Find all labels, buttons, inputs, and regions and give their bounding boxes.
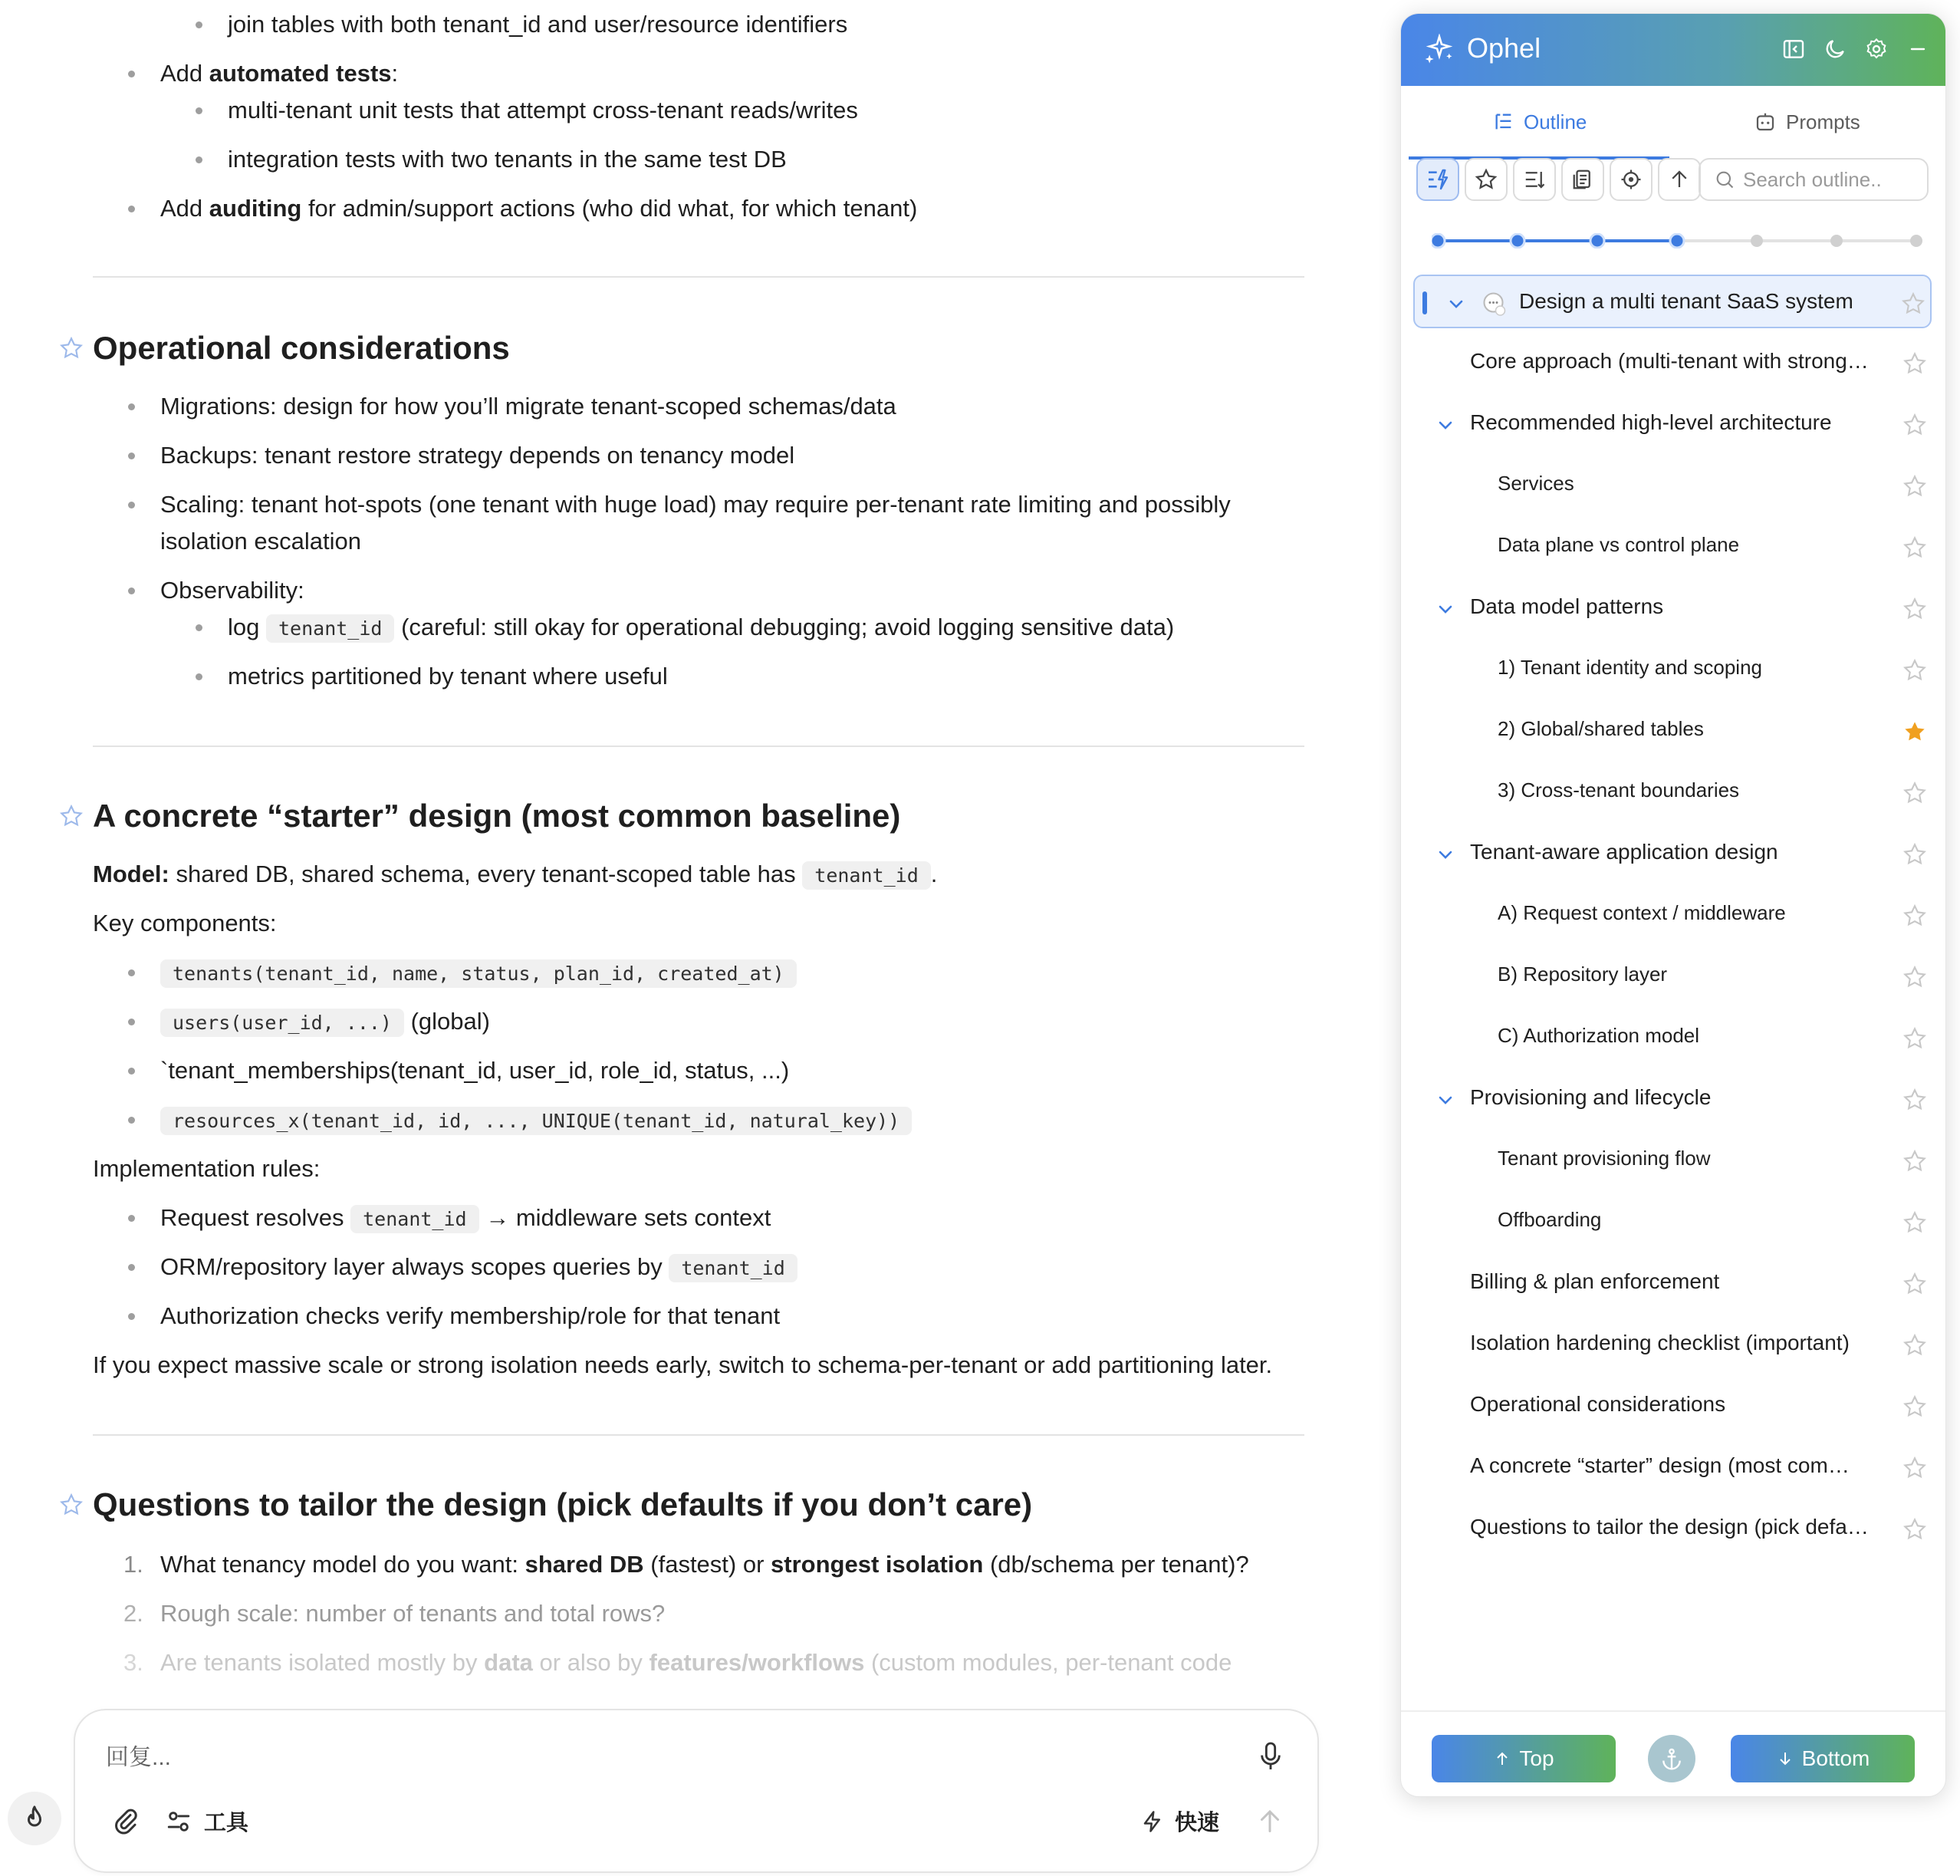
outline-item-text: Recommended high-level architecture: [1470, 410, 1832, 434]
lightning-icon: [1141, 1808, 1164, 1835]
star-icon[interactable]: [1902, 1333, 1927, 1358]
star-icon[interactable]: [1902, 474, 1927, 499]
flame-button[interactable]: [8, 1792, 61, 1845]
list-item: resources_x(tenant_id, id, ..., UNIQUE(tenant_id, natural_key)): [93, 1101, 1311, 1140]
star-icon[interactable]: [1902, 1088, 1927, 1112]
chevron-down-icon[interactable]: [1436, 600, 1455, 618]
arrow-up-icon: [1668, 168, 1691, 191]
paragraph: Model: shared DB, shared schema, every tenant-scoped table has tenant_id .: [93, 856, 1304, 894]
anchor-icon: [1659, 1746, 1684, 1771]
arrow-up-icon: [1493, 1748, 1511, 1769]
section-heading: A concrete “starter” design (most common baseline): [93, 793, 1304, 839]
outline-item[interactable]: [1413, 1256, 1932, 1310]
tab-outline[interactable]: Outline: [1493, 86, 1587, 158]
crosshair-icon: [1620, 168, 1643, 191]
panel-tabs: [1401, 86, 1945, 160]
outline-item-text: 3) Cross-tenant boundaries: [1498, 778, 1740, 801]
list-item: tenants(tenant_id, name, status, plan_id, created_at): [93, 954, 1311, 992]
outline-item[interactable]: [1413, 397, 1932, 451]
star-icon[interactable]: [1902, 1456, 1927, 1480]
star-icon[interactable]: [1902, 781, 1927, 805]
outline-toolbar: [1416, 158, 1701, 204]
active-marker: [1422, 291, 1427, 314]
star-icon[interactable]: [1902, 965, 1927, 989]
outline-item[interactable]: [1413, 581, 1932, 635]
star-icon[interactable]: [1902, 1149, 1927, 1173]
collapse-panel-icon[interactable]: [1781, 37, 1806, 61]
outline-item[interactable]: [1413, 1318, 1932, 1371]
outline-item[interactable]: [1413, 520, 1932, 574]
outline-item[interactable]: [1413, 643, 1932, 696]
divider: [93, 745, 1304, 747]
star-icon[interactable]: [1902, 597, 1927, 621]
star-icon[interactable]: [59, 1493, 84, 1517]
divider: [93, 1434, 1304, 1436]
scroll-top-button[interactable]: [1658, 158, 1701, 201]
outline-item-text: A) Request context / middleware: [1498, 901, 1786, 924]
list-item: 1. What tenancy model do you want: shared DB (fastest) or strongest isolation (db/schema per tenant)?: [123, 1551, 1249, 1578]
star-icon[interactable]: [1901, 291, 1925, 316]
slider-level-2[interactable]: [1511, 234, 1524, 248]
list-item: 3. Are tenants isolated mostly by data or also by features/workflows (custom modules, per-tenant code: [123, 1649, 1232, 1676]
slider-level-4[interactable]: [1670, 234, 1684, 248]
outline-item[interactable]: [1413, 336, 1932, 390]
paperclip-icon[interactable]: [112, 1805, 140, 1836]
outline-item[interactable]: [1413, 459, 1932, 512]
outline-item-text: 2) Global/shared tables: [1498, 717, 1704, 740]
outline-item-selected[interactable]: [1413, 275, 1932, 328]
send-arrow-icon[interactable]: [1256, 1805, 1284, 1836]
outline-item-text: Services: [1498, 472, 1574, 495]
outline-item-text: B) Repository layer: [1498, 963, 1668, 986]
star-icon[interactable]: [1902, 842, 1927, 867]
star-icon[interactable]: [59, 336, 84, 360]
header-actions: [1781, 37, 1930, 61]
arrow-down-icon: [1776, 1748, 1794, 1769]
outline-item-text: Data plane vs control plane: [1498, 533, 1740, 556]
scroll-top-footer-button[interactable]: Top: [1432, 1735, 1616, 1782]
slider-level-3[interactable]: [1590, 234, 1604, 248]
outline-item-text: Operational considerations: [1470, 1392, 1726, 1416]
list-item: Scaling: tenant hot-spots (one tenant with huge load) may require per-tenant rate limiting and possibly isolation escalation: [93, 486, 1326, 560]
outline-item[interactable]: [1413, 1379, 1932, 1433]
list-item: Authorization checks verify membership/role for that tenant: [93, 1298, 1311, 1335]
outline-item[interactable]: [1413, 1072, 1932, 1126]
outline-item-text: Isolation hardening checklist (important): [1470, 1331, 1850, 1354]
chevron-down-icon[interactable]: [1436, 416, 1455, 434]
outline-item[interactable]: [1413, 765, 1932, 819]
star-icon: [1475, 168, 1498, 191]
paragraph: Key components:: [93, 910, 277, 936]
reply-input[interactable]: 回复...: [106, 1745, 172, 1770]
star-icon[interactable]: [1902, 351, 1927, 376]
list-item: Observability:: [93, 572, 1311, 609]
outline-item[interactable]: [1413, 1440, 1932, 1494]
list-item: Backups: tenant restore strategy depends on tenancy model: [93, 437, 1311, 474]
minimize-icon[interactable]: [1906, 37, 1930, 61]
tab-prompts[interactable]: Prompts: [1754, 86, 1860, 158]
list-sort-icon: [1523, 168, 1546, 191]
outline-item-text: Billing & plan enforcement: [1470, 1269, 1720, 1293]
sliders-icon: [166, 1809, 192, 1835]
bookmarks-button[interactable]: [1465, 158, 1508, 201]
document-icon: [1571, 168, 1594, 191]
sort-button[interactable]: [1513, 158, 1556, 201]
list-item: ORM/repository layer always scopes queries by tenant_id: [93, 1249, 1311, 1287]
auto-follow-button[interactable]: [1416, 158, 1459, 201]
outline-item[interactable]: [1413, 827, 1932, 880]
outline-item-text: C) Authorization model: [1498, 1024, 1700, 1047]
fast-mode-button[interactable]: 快速: [1141, 1805, 1219, 1837]
chevron-down-icon[interactable]: [1436, 845, 1455, 864]
star-icon[interactable]: [59, 804, 84, 828]
list-item: join tables with both tenant_id and user/resource identifiers: [93, 6, 1373, 43]
search-icon: [1714, 169, 1735, 190]
moon-icon[interactable]: [1823, 37, 1847, 61]
outline-item[interactable]: [1413, 1195, 1932, 1249]
star-icon[interactable]: [1902, 1272, 1927, 1296]
list-lightning-icon: [1426, 167, 1450, 192]
list-item: Add automated tests:: [93, 55, 1311, 92]
outline-item[interactable]: [1413, 1502, 1932, 1555]
paragraph: Implementation rules:: [93, 1155, 321, 1182]
slider-level-1[interactable]: [1432, 234, 1445, 248]
slider-level-7[interactable]: [1910, 235, 1922, 247]
outline-item-text: 1) Tenant identity and scoping: [1498, 656, 1762, 679]
chevron-down-icon[interactable]: [1436, 1091, 1455, 1109]
outline-item[interactable]: [1413, 888, 1932, 942]
section-heading: Questions to tailor the design (pick defaults if you don’t care): [93, 1482, 1304, 1528]
star-filled-icon[interactable]: [1902, 719, 1927, 744]
sparkle-logo-icon: [1422, 34, 1456, 67]
slider-level-5[interactable]: [1751, 235, 1763, 247]
outline-item[interactable]: [1413, 704, 1932, 758]
list-item: metrics partitioned by tenant where useful: [93, 658, 1373, 695]
outline-item-text: Tenant provisioning flow: [1498, 1147, 1711, 1170]
panel-header: [1401, 14, 1945, 86]
paragraph: If you expect massive scale or strong isolation needs early, switch to schema-per-tenant or add partitioning later.: [93, 1351, 1273, 1378]
divider: [93, 276, 1304, 278]
level-slider[interactable]: [1432, 233, 1922, 248]
outline-item[interactable]: [1413, 1134, 1932, 1187]
slider-level-6[interactable]: [1830, 235, 1843, 247]
chat-bubble-icon: [1481, 290, 1508, 318]
list-item: 2. Rough scale: number of tenants and total rows?: [123, 1600, 666, 1627]
list-item: Add auditing for admin/support actions (who did what, for which tenant): [93, 190, 1311, 227]
scroll-bottom-footer-button[interactable]: Bottom: [1731, 1735, 1915, 1782]
star-icon[interactable]: [1902, 1394, 1927, 1419]
star-icon[interactable]: [1902, 658, 1927, 683]
list-item: users(user_id, ...) (global): [93, 1003, 1311, 1042]
list-item: Request resolves tenant_id → middleware sets context: [93, 1200, 1311, 1238]
list-item: Migrations: design for how you’ll migrate tenant-scoped schemas/data: [93, 388, 1311, 425]
section-heading: Operational considerations: [93, 325, 1304, 371]
microphone-icon[interactable]: [1258, 1741, 1284, 1772]
list-item: integration tests with two tenants in the same test DB: [93, 141, 1373, 178]
outline-icon: [1493, 111, 1514, 133]
star-icon[interactable]: [1902, 1026, 1927, 1051]
copy-button[interactable]: [1561, 158, 1604, 201]
list-item: multi-tenant unit tests that attempt cross-tenant reads/writes: [93, 92, 1373, 129]
star-icon[interactable]: [1902, 535, 1927, 560]
star-icon[interactable]: [1902, 1517, 1927, 1542]
outline-item[interactable]: [1413, 950, 1932, 1003]
list-item: `tenant_memberships(tenant_id, user_id, role_id, status, ...): [93, 1052, 1311, 1089]
prompts-icon: [1754, 110, 1777, 133]
outline-item[interactable]: [1413, 1011, 1932, 1065]
star-icon[interactable]: [1902, 903, 1927, 928]
star-icon[interactable]: [1902, 413, 1927, 437]
gear-icon[interactable]: [1864, 37, 1889, 61]
outline-item-text: Tenant-aware application design: [1470, 840, 1778, 864]
anchor-button[interactable]: [1648, 1735, 1695, 1782]
outline-item-text: Offboarding: [1498, 1208, 1602, 1231]
chevron-down-icon[interactable]: [1447, 295, 1465, 313]
outline-item-text: A concrete “starter” design (most com…: [1470, 1453, 1850, 1477]
list-item: log tenant_id (careful: still okay for operational debugging; avoid logging sensitive data): [93, 609, 1373, 647]
outline-item-text: Questions to tailor the design (pick defa…: [1470, 1515, 1869, 1539]
tools-button[interactable]: 工具: [166, 1805, 248, 1837]
message-composer[interactable]: [74, 1709, 1319, 1873]
app-title: Ophel: [1467, 32, 1541, 64]
search-outline-input[interactable]: Search outline..: [1699, 158, 1929, 201]
flame-icon: [21, 1803, 48, 1834]
ophel-sidebar: [1400, 13, 1946, 1797]
locate-button[interactable]: [1610, 158, 1653, 201]
outline-item-text: Design a multi tenant SaaS system: [1519, 289, 1853, 313]
outline-item-text: Data model patterns: [1470, 594, 1664, 618]
panel-footer: [1401, 1710, 1945, 1797]
star-icon[interactable]: [1902, 1210, 1927, 1235]
outline-item-text: Core approach (multi-tenant with strong…: [1470, 349, 1869, 373]
outline-item-text: Provisioning and lifecycle: [1470, 1085, 1712, 1109]
